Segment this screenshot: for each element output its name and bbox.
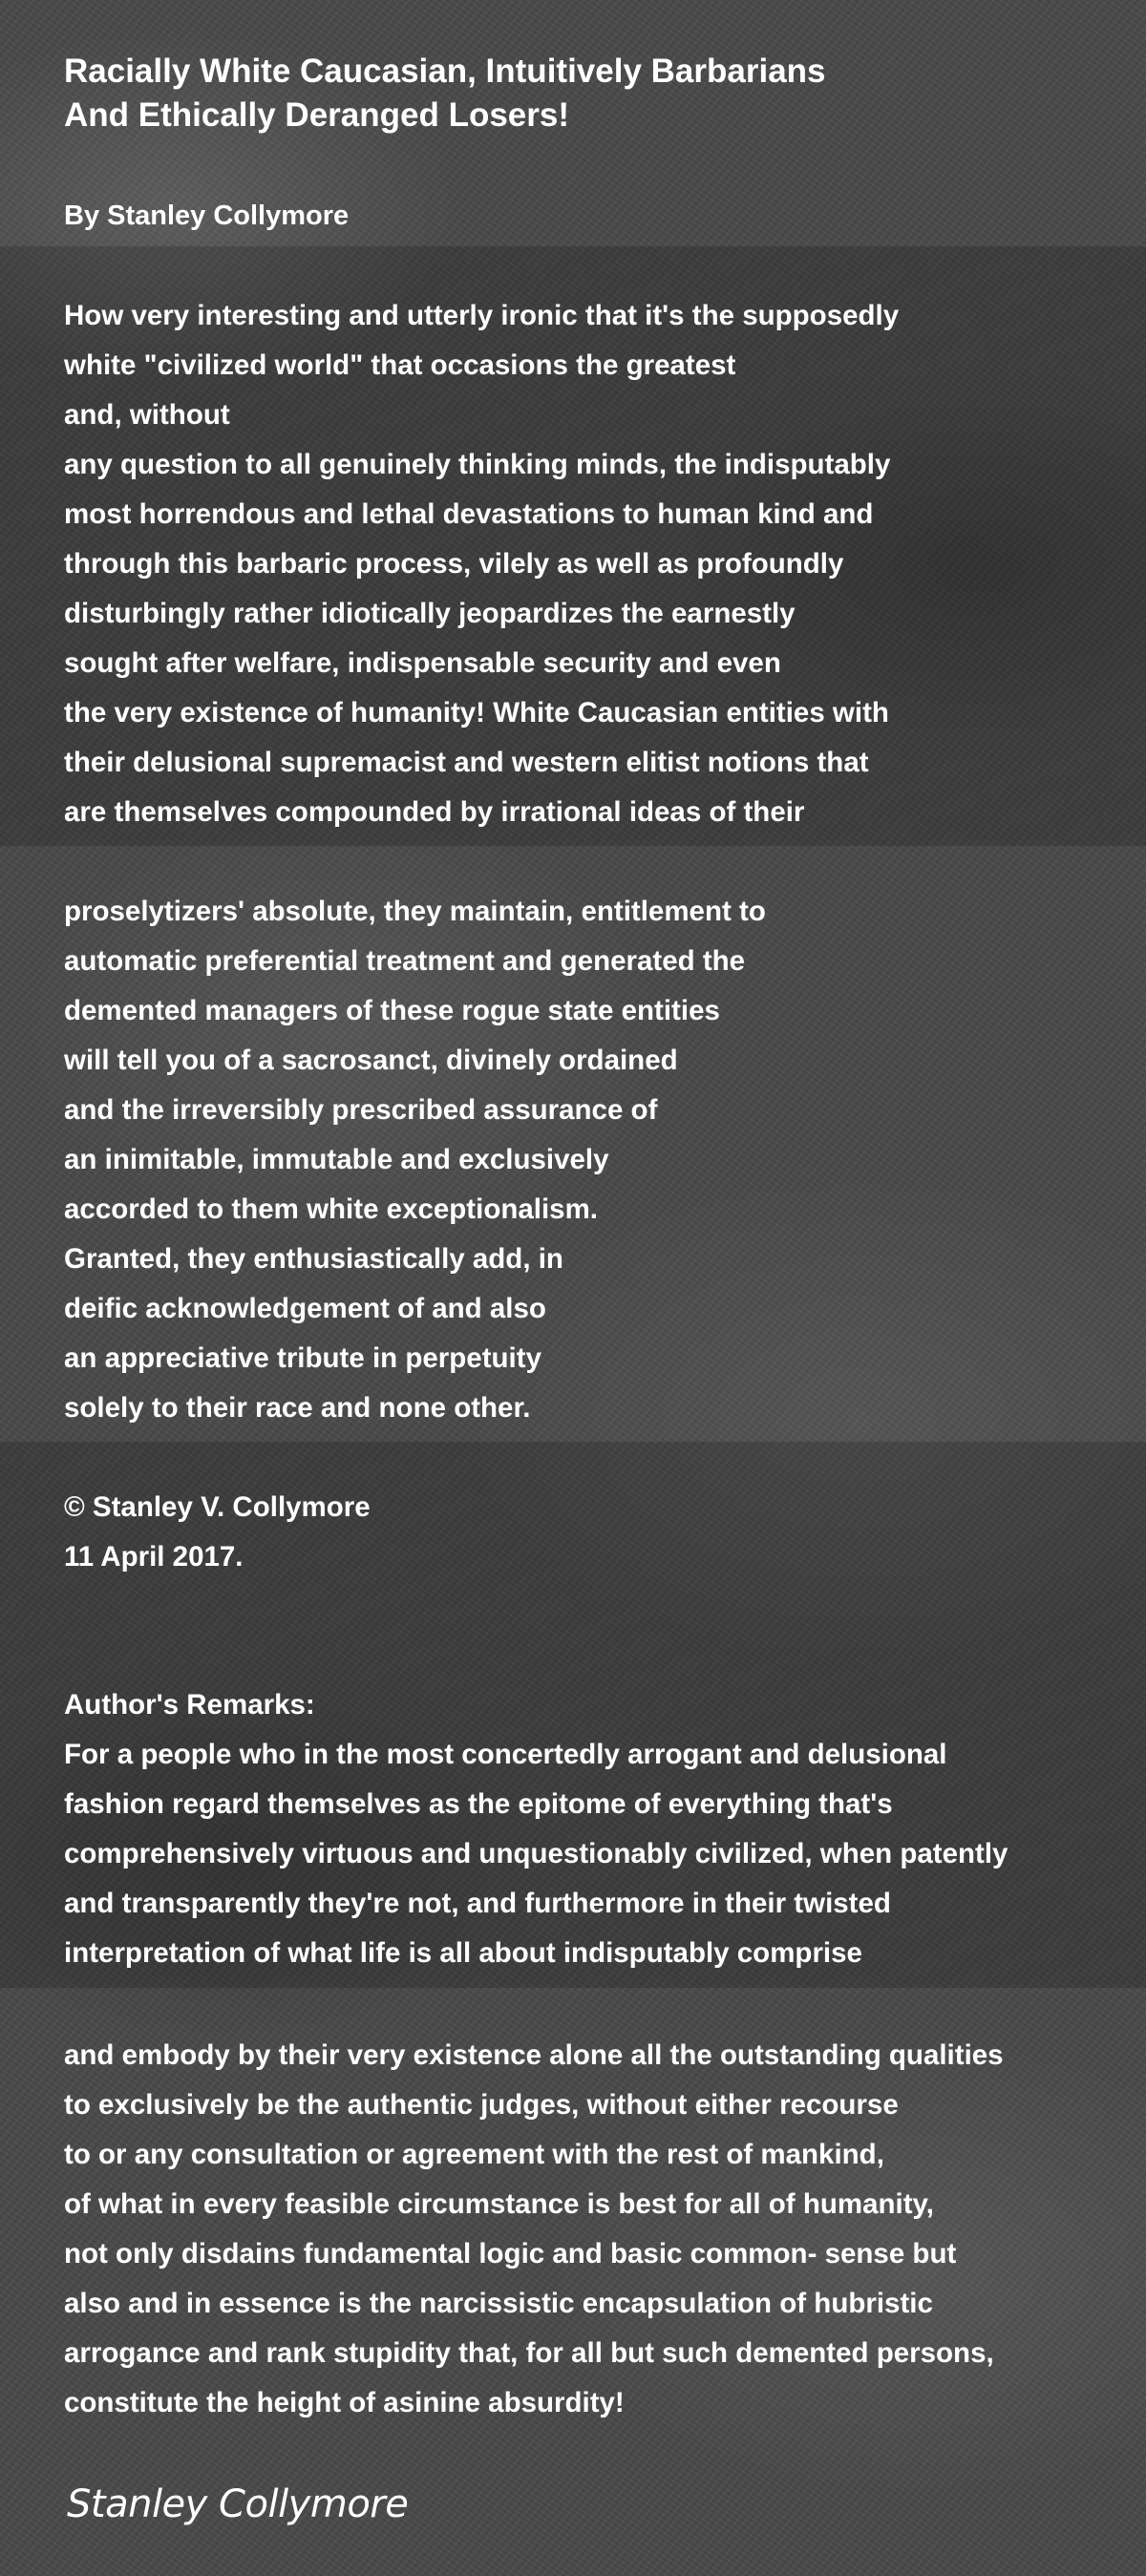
remarks-line: of what in every feasible circumstance is best for all of humanity, xyxy=(64,2188,934,2220)
remarks-heading: Author's Remarks: xyxy=(64,1689,315,1721)
remarks-line: to exclusively be the authentic judges, without either recourse xyxy=(64,2089,899,2121)
poem-line: disturbingly rather idiotically jeopardizes the earnestly xyxy=(64,598,796,629)
poem-line: deific acknowledgement of and also xyxy=(64,1293,546,1324)
poem-line: and the irreversibly prescribed assurance of xyxy=(64,1094,658,1126)
remarks-line: fashion regard themselves as the epitome of everything that's xyxy=(64,1788,893,1820)
remarks-line: also and in essence is the narcissistic encapsulation of hubristic xyxy=(64,2288,933,2319)
remarks-line: to or any consultation or agreement with the rest of mankind, xyxy=(64,2139,884,2170)
copyright-line: © Stanley V. Collymore xyxy=(64,1491,371,1523)
remarks-line: comprehensively virtuous and unquestionably civilized, when patently xyxy=(64,1838,1008,1869)
poem-title xyxy=(64,50,1095,137)
remarks-line: interpretation of what life is all about indisputably comprise xyxy=(64,1937,862,1969)
poem-line: are themselves compounded by irrational ideas of their xyxy=(64,796,805,828)
remarks-line: arrogance and rank stupidity that, for all but such demented persons, xyxy=(64,2337,994,2369)
poem-stanza-2 xyxy=(64,887,1124,1433)
poem-line: an appreciative tribute in perpetuity xyxy=(64,1342,541,1374)
poem-line: most horrendous and lethal devastations to human kind and xyxy=(64,498,874,530)
poem-line: an inimitable, immutable and exclusively xyxy=(64,1144,609,1175)
poem-line: their delusional supremacist and western elitist notions that xyxy=(64,747,869,778)
poem-title-line: And Ethically Deranged Losers! xyxy=(64,96,570,134)
remarks-line: not only disdains fundamental logic and basic common- sense but xyxy=(64,2238,957,2270)
poem-line: demented managers of these rogue state entities xyxy=(64,995,720,1026)
author-signature: Stanley Collymore xyxy=(67,2482,409,2526)
remarks-line: constitute the height of asinine absurdity! xyxy=(64,2387,625,2418)
author-remarks-continued xyxy=(64,2031,1124,2428)
author-remarks xyxy=(64,1680,1124,1978)
poem-line: will tell you of a sacrosanct, divinely ordained xyxy=(64,1045,678,1076)
poem-line: Granted, they enthusiastically add, in xyxy=(64,1243,563,1275)
poem-line: the very existence of humanity! White Caucasian entities with xyxy=(64,697,889,728)
poem-line: through this barbaric process, vilely as well as profoundly xyxy=(64,548,844,580)
poem-stanza-1 xyxy=(64,291,1124,837)
remarks-line: and transparently they're not, and furthermore in their twisted xyxy=(64,1888,891,1919)
poem-line: accorded to them white exceptionalism. xyxy=(64,1193,599,1225)
date-line: 11 April 2017. xyxy=(64,1541,244,1573)
copyright-signoff xyxy=(64,1483,1124,1582)
remarks-line: For a people who in the most concertedly arrogant and delusional xyxy=(64,1739,947,1770)
poem-line: solely to their race and none other. xyxy=(64,1392,531,1424)
poem-line: and, without xyxy=(64,399,230,431)
poem-byline: By Stanley Collymore xyxy=(64,201,350,231)
poem-line: automatic preferential treatment and generated the xyxy=(64,945,746,977)
remarks-line: and embody by their very existence alone all the outstanding qualities xyxy=(64,2039,1004,2071)
poem-line: proselytizers' absolute, they maintain, entitlement to xyxy=(64,896,766,927)
poem-title-line: Racially White Caucasian, Intuitively Barbarians xyxy=(64,53,826,90)
poem-line: any question to all genuinely thinking minds, the indisputably xyxy=(64,449,891,480)
poem-line: white "civilized world" that occasions the greatest xyxy=(64,349,736,381)
poem-line: sought after welfare, indispensable security and even xyxy=(64,647,781,679)
poem-line: How very interesting and utterly ironic that it's the supposedly xyxy=(64,300,900,331)
